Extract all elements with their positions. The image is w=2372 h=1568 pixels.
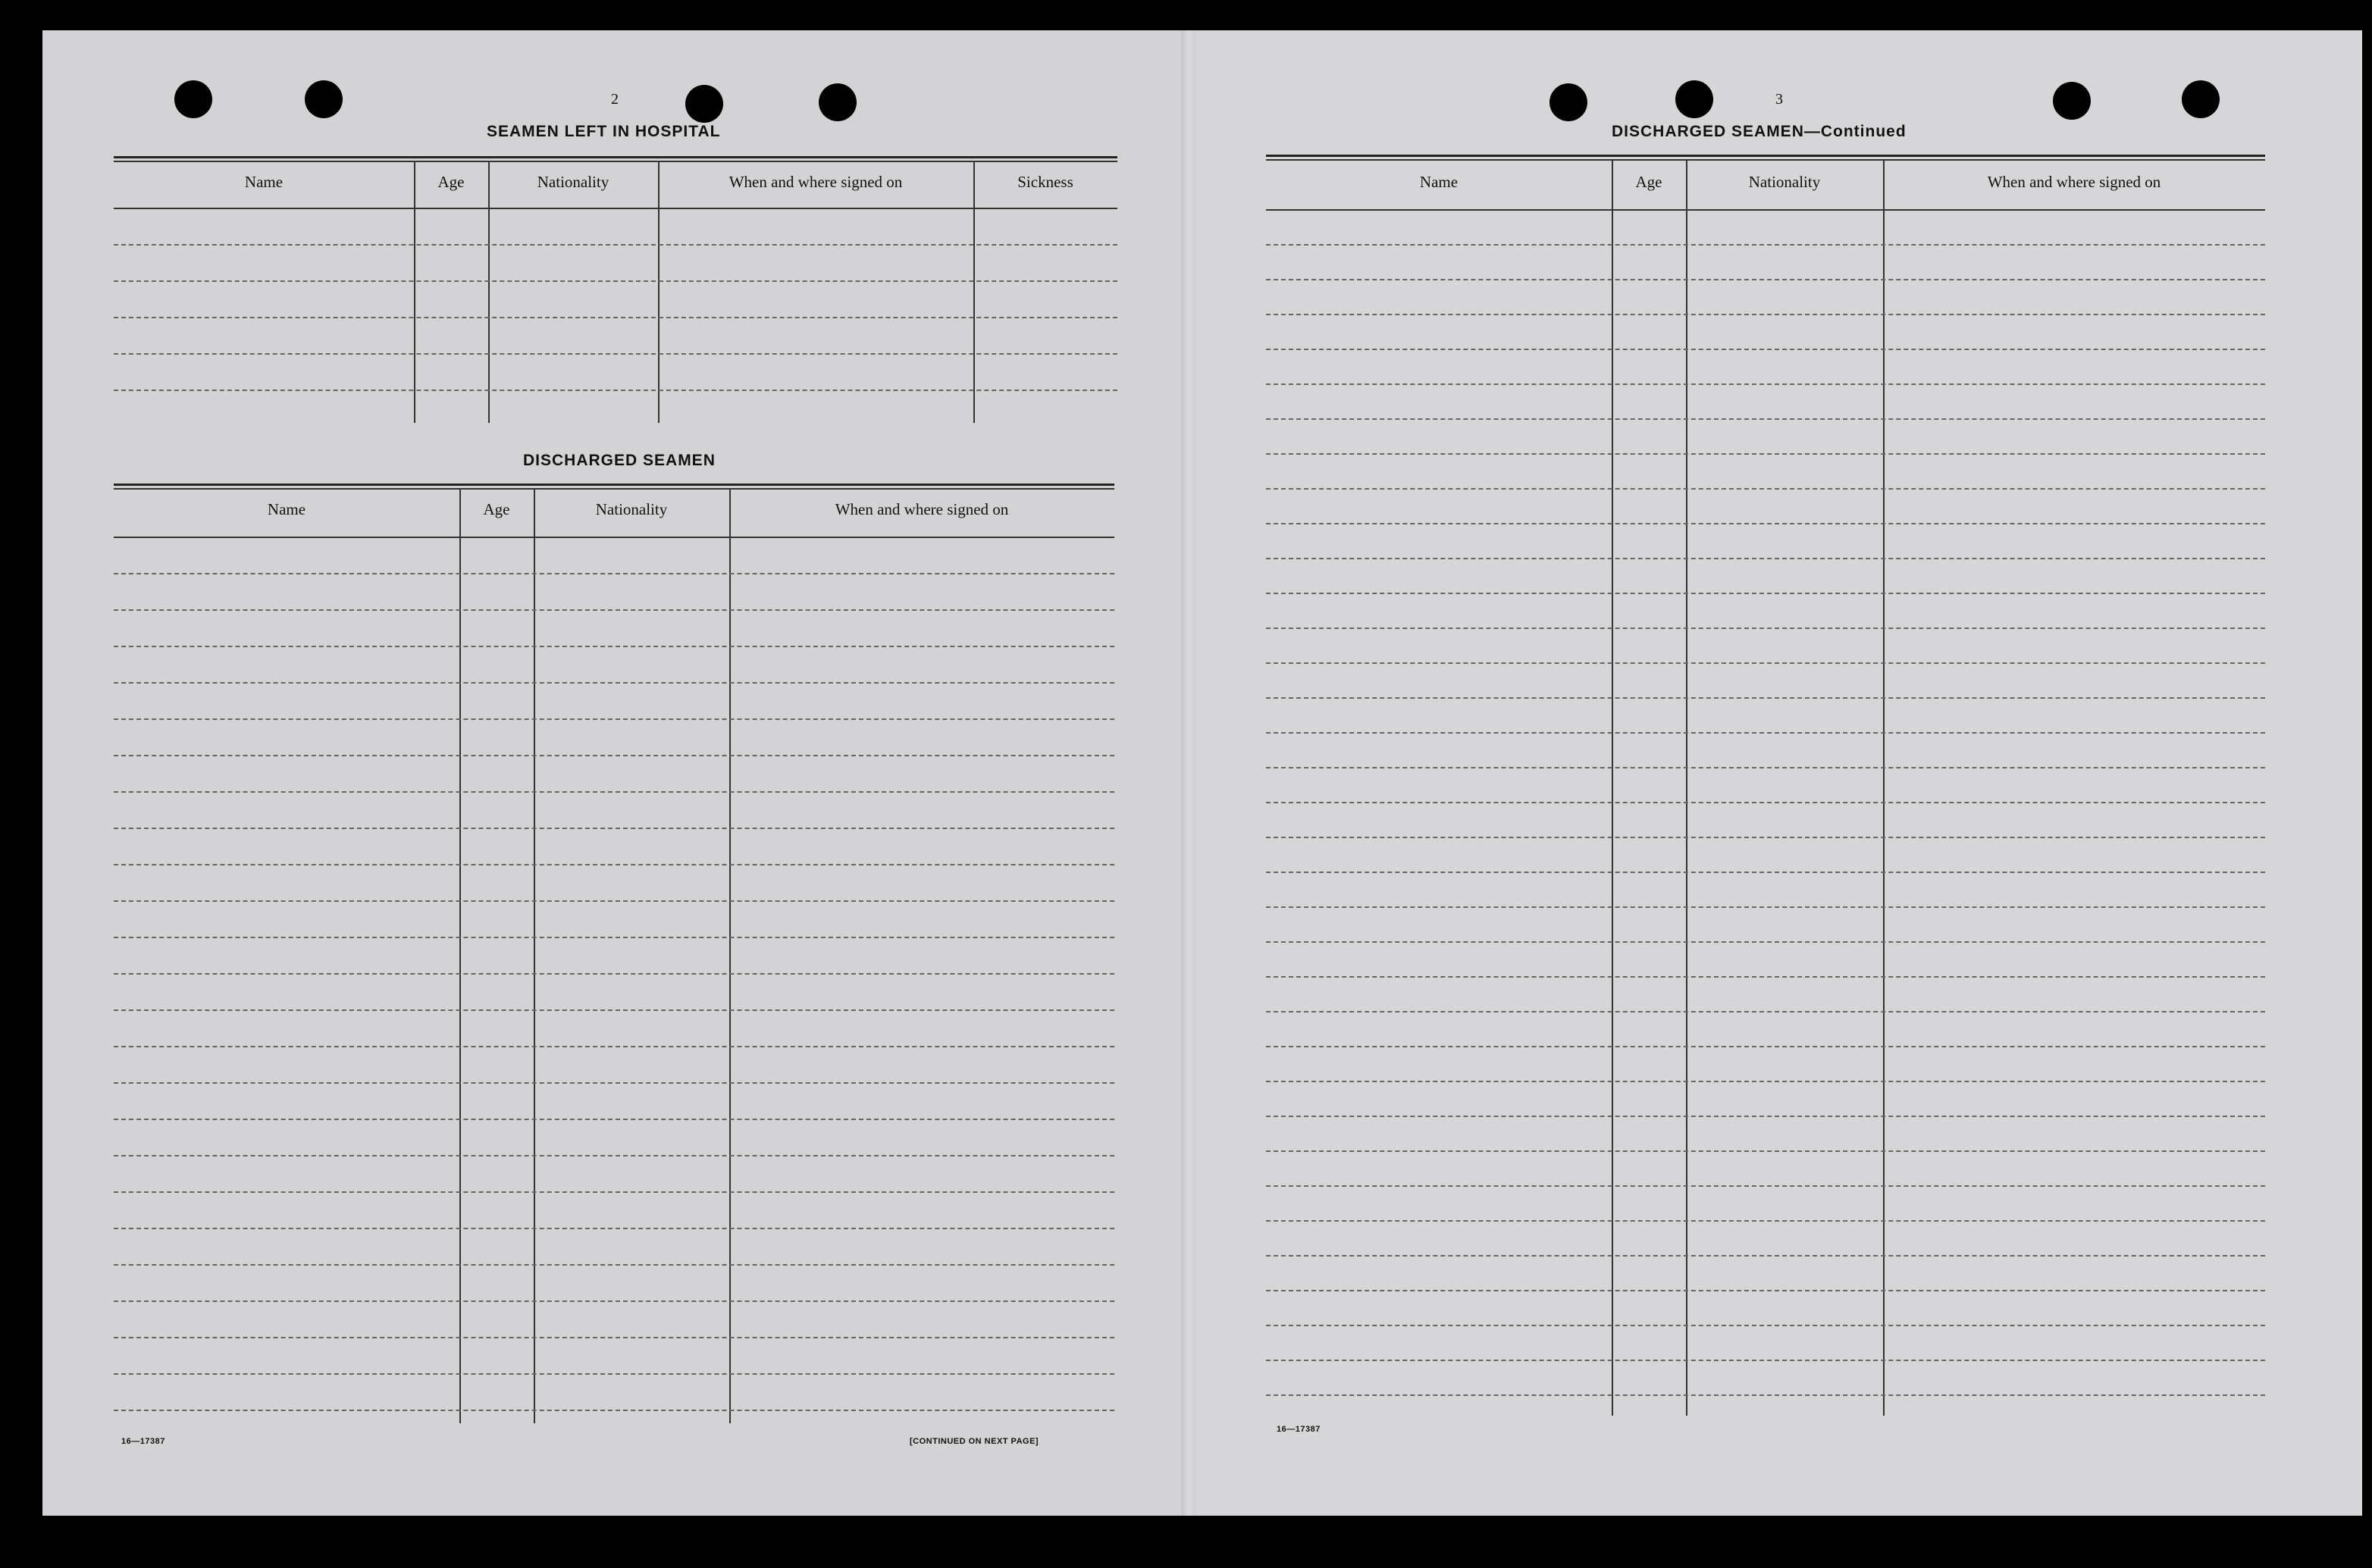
column-header: Name [267,500,306,518]
ruled-line [1266,279,2265,280]
ruled-line [1266,976,2265,978]
ruled-line [1266,314,2265,315]
ruled-line [1266,1116,2265,1117]
column-header: Name [244,173,284,191]
punch-hole [1675,80,1713,118]
column-header: Nationality [595,500,668,518]
ruled-line [1266,732,2265,734]
punch-hole [174,80,212,118]
ruled-line [114,718,1114,720]
ruled-line [114,900,1114,902]
ruled-line [1266,802,2265,803]
punch-hole [2182,80,2220,118]
ruled-line [114,755,1114,756]
ruled-line [114,1046,1114,1047]
ruled-line [114,682,1114,684]
ruled-line [1266,662,2265,664]
ruled-line [114,280,1117,282]
ruled-line [1266,872,2265,873]
ruled-line [1266,1150,2265,1152]
discharged-section-title: DISCHARGED SEAMEN [523,452,716,469]
ruled-line [1266,1011,2265,1012]
ruled-line [1266,1360,2265,1361]
ruled-line [114,1191,1114,1193]
ruled-line [1266,1394,2265,1396]
form-number: 16—17387 [121,1437,165,1446]
page-fold [1181,30,1196,1516]
ruled-line [114,1155,1114,1156]
ruled-line [1266,1185,2265,1187]
ruled-line [114,573,1114,574]
page-number: 2 [611,91,619,108]
discharged-continued-title: DISCHARGED SEAMEN—Continued [1612,123,1907,140]
ruled-line [1266,453,2265,455]
punch-hole [819,83,857,121]
ruled-line [114,973,1114,975]
ruled-line [114,353,1117,355]
ruled-line [1266,1046,2265,1047]
ruled-line [114,390,1117,391]
ruled-line [114,937,1114,938]
ruled-line [114,1009,1114,1011]
hospital-section-title: SEAMEN LEFT IN HOSPITAL [487,123,721,140]
column-header: When and where signed on [835,500,1009,518]
continued-note: [CONTINUED ON NEXT PAGE] [910,1437,1039,1446]
ruled-line [114,1264,1114,1266]
ruled-line [1266,383,2265,385]
ruled-line [1266,488,2265,490]
ruled-line [1266,418,2265,420]
punch-hole [305,80,343,118]
ruled-line [1266,1255,2265,1257]
ruled-line [1266,837,2265,838]
ruled-line [114,1337,1114,1338]
hospital-table [114,156,1117,423]
ruled-line [114,864,1114,865]
column-header: When and where signed on [729,173,903,191]
column-header: Nationality [1748,173,1821,191]
ruled-line [1266,1081,2265,1082]
ruled-line [1266,767,2265,768]
ruled-line [1266,558,2265,559]
ruled-line [114,791,1114,793]
ruled-line [114,1228,1114,1229]
column-header: Name [1419,173,1459,191]
ruled-line [1266,349,2265,350]
ruled-line [114,1410,1114,1411]
punch-hole [1549,83,1587,121]
ruled-line [1266,941,2265,943]
ruled-line [114,1119,1114,1120]
discharged-table [114,484,1114,1423]
column-header: Nationality [537,173,609,191]
ruled-line [1266,697,2265,699]
ruled-line [1266,1220,2265,1222]
ruled-line [114,1373,1114,1375]
ruled-line [1266,906,2265,908]
form-number: 16—17387 [1277,1425,1321,1434]
page-number: 3 [1775,91,1783,108]
ruled-line [114,828,1114,829]
ruled-line [114,646,1114,647]
ruled-line [1266,1325,2265,1326]
ruled-line [1266,523,2265,524]
punch-hole [2053,82,2091,120]
ruled-line [114,609,1114,611]
punch-hole [685,85,723,123]
column-header: Sickness [1017,173,1073,191]
ruled-line [1266,628,2265,629]
ruled-line [114,1300,1114,1302]
column-header: Age [483,500,510,518]
column-header: Age [437,173,465,191]
ruled-line [114,1082,1114,1084]
column-header: Age [1635,173,1662,191]
column-header: When and where signed on [1987,173,2161,191]
discharged-continued-table [1266,155,2265,1416]
ruled-line [1266,244,2265,246]
ruled-line [1266,1290,2265,1291]
ruled-line [114,317,1117,318]
ruled-line [114,244,1117,246]
ruled-line [1266,593,2265,594]
